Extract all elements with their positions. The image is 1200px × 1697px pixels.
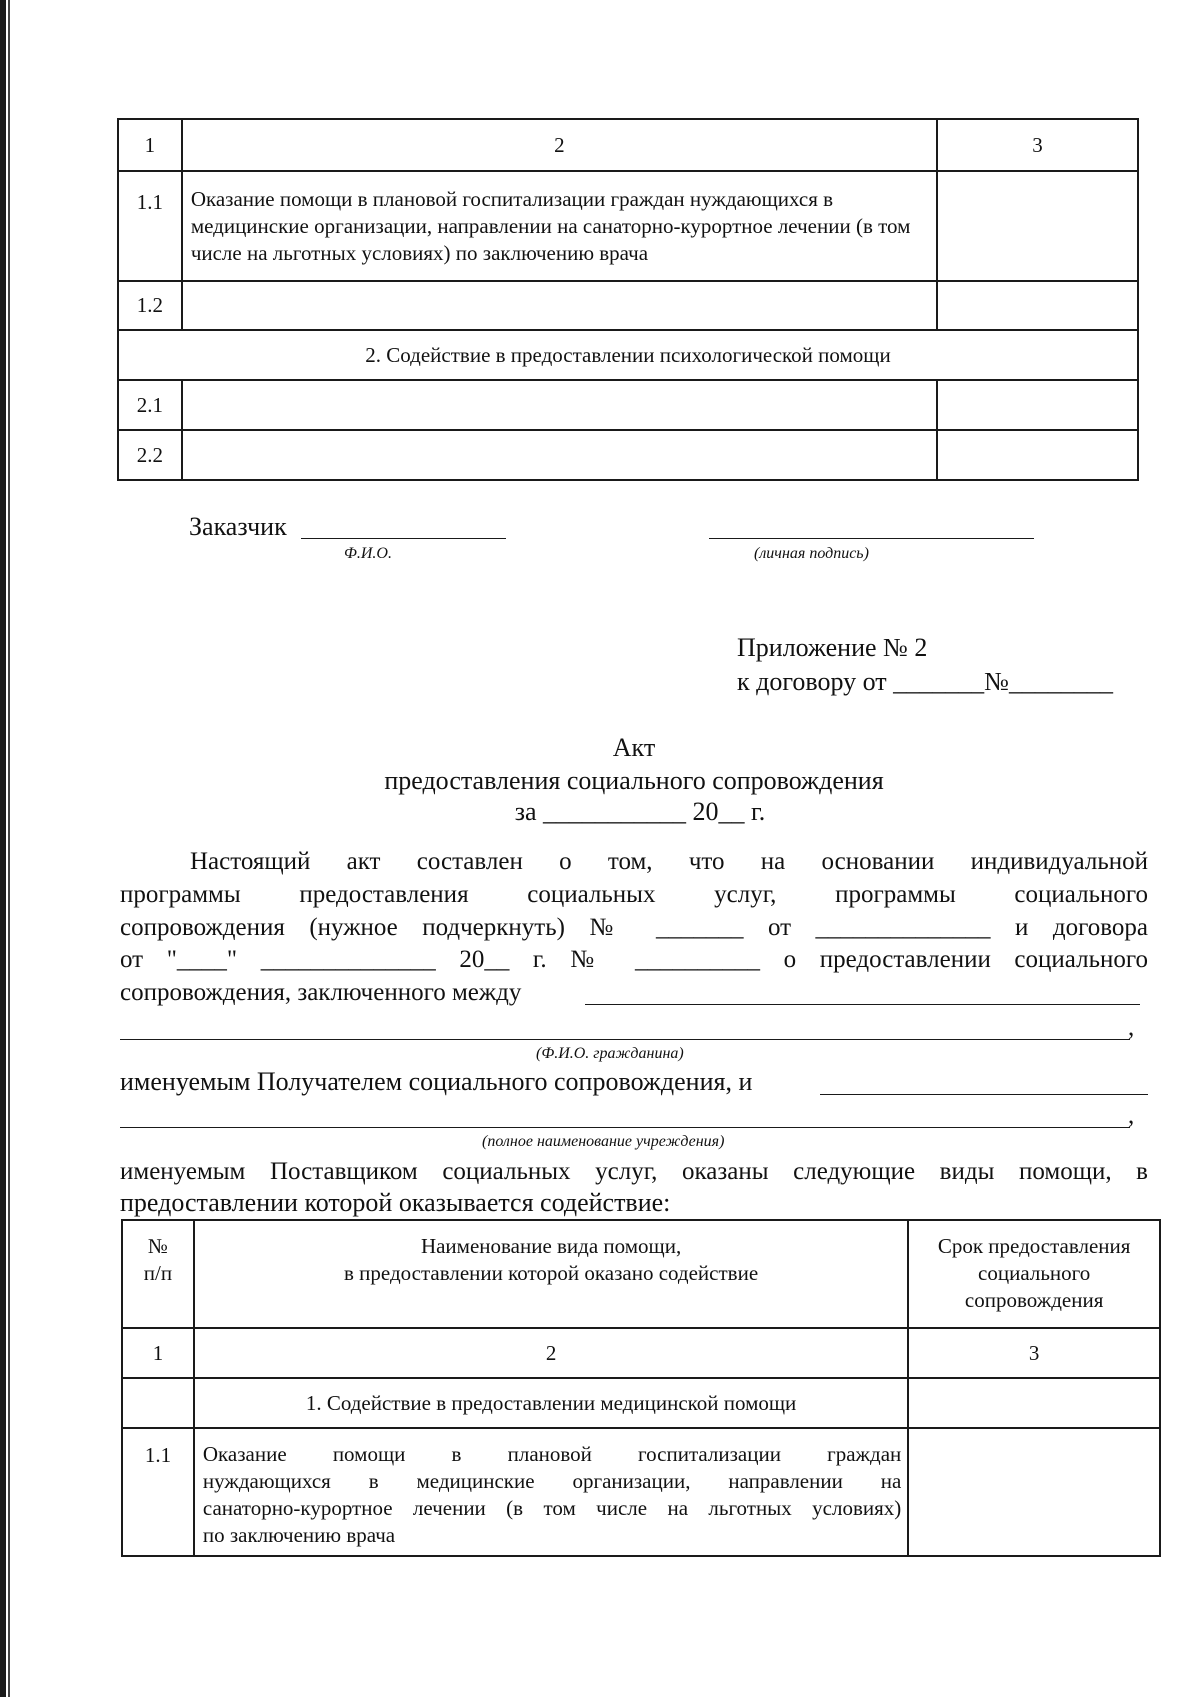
body-line-2: программы предоставления социальных услуг, программы социального xyxy=(120,881,1148,908)
signature-line xyxy=(709,538,1034,539)
col-header-service-l1: Наименование вида помощи, xyxy=(420,1234,682,1258)
col-header-3: 3 xyxy=(937,119,1138,171)
appendix-title: Приложение № 2 xyxy=(737,633,928,662)
row-service-text xyxy=(182,380,937,430)
act-title: Акт xyxy=(612,733,656,762)
act-period: за ___________ 20__ г. xyxy=(514,797,766,826)
row-service-line: нуждающихся в медицинские организации, направлении на xyxy=(202,1469,902,1493)
table-row xyxy=(118,430,1138,480)
table-row xyxy=(118,171,1138,281)
table-index-row xyxy=(122,1328,1160,1378)
section-row xyxy=(118,330,1138,380)
section-empty-cell xyxy=(122,1378,194,1428)
institution-line-comma: , xyxy=(1128,1102,1135,1129)
col-header-number xyxy=(122,1220,194,1328)
services-table-top xyxy=(117,118,1139,481)
row-service-text xyxy=(194,1428,908,1556)
table-header-row xyxy=(122,1220,1160,1328)
row-service-line: санаторно-курортное лечении (в том числе на льготных условиях) xyxy=(202,1496,902,1520)
row-service-text xyxy=(182,430,937,480)
row-term-cell xyxy=(937,380,1138,430)
recipient-line: именуемым Получателем социального сопровождения, и xyxy=(120,1067,753,1096)
citizen-line-comma: , xyxy=(1128,1014,1135,1041)
row-term-cell xyxy=(908,1428,1160,1556)
section-term-cell xyxy=(908,1378,1160,1428)
table-header-row xyxy=(118,119,1138,171)
table-row xyxy=(118,281,1138,330)
table-row xyxy=(122,1428,1160,1556)
row-number: 1.1 xyxy=(118,171,182,281)
act-subtitle: предоставления социального сопровождения xyxy=(384,766,884,795)
fio-caption: Ф.И.О. xyxy=(344,545,392,562)
row-service-line: по заключению врача xyxy=(202,1523,396,1547)
row-service-line: Оказание помощи в плановой госпитализации граждан xyxy=(202,1442,902,1466)
customer-label: Заказчик xyxy=(189,512,287,541)
services-act-table xyxy=(121,1219,1161,1557)
col-header-2: 2 xyxy=(182,119,937,171)
row-term-cell xyxy=(937,430,1138,480)
col-header-term-l3: сопровождения xyxy=(964,1288,1104,1312)
body-line-5: сопровождения, заключенного между xyxy=(120,979,522,1006)
institution-caption: (полное наименование учреждения) xyxy=(482,1133,725,1150)
body-line-3: сопровождения (нужное подчеркнуть) № _______ от ______________ и договора xyxy=(120,914,1148,941)
citizen-caption: (Ф.И.О. гражданина) xyxy=(536,1045,684,1062)
appendix-contract-line: к договору от _______№________ xyxy=(737,667,1113,696)
col-header-term xyxy=(908,1220,1160,1328)
row-number: 1.1 xyxy=(122,1428,194,1556)
row-term-cell xyxy=(937,281,1138,330)
row-number: 2.2 xyxy=(118,430,182,480)
section-row xyxy=(122,1378,1160,1428)
row-number: 2.1 xyxy=(118,380,182,430)
section-title: 2. Содействие в предоставлении психологической помощи xyxy=(118,330,1138,380)
col-header-1: 1 xyxy=(118,119,182,171)
col-header-service-l2: в предоставлении которой оказано содействие xyxy=(344,1261,759,1285)
col-header-term-l2: социального xyxy=(978,1261,1091,1285)
fio-line xyxy=(301,538,506,539)
col-header-term-l1: Срок предоставления xyxy=(937,1234,1131,1258)
scan-edge-inner xyxy=(8,0,10,1697)
row-service-text xyxy=(182,281,937,330)
row-service-text: Оказание помощи в плановой госпитализации граждан нуждающихся в медицинские организации, направлении на санаторно-курортное лечении (в том числе на льготных условиях) по заключению врача xyxy=(182,171,937,281)
row-term-cell xyxy=(937,171,1138,281)
row-number: 1.2 xyxy=(118,281,182,330)
signature-caption: (личная подпись) xyxy=(754,545,869,562)
index-cell-2: 2 xyxy=(194,1328,908,1378)
index-cell-3: 3 xyxy=(908,1328,1160,1378)
provider-line-1: именуемым Поставщиком социальных услуг, оказаны следующие виды помощи, в xyxy=(120,1158,1148,1185)
section-title: 1. Содействие в предоставлении медицинской помощи xyxy=(194,1378,908,1428)
institution-name-line xyxy=(120,1127,1130,1128)
col-header-number-abbr: п/п xyxy=(143,1261,173,1285)
scan-edge xyxy=(0,0,6,1697)
col-header-number-sign: № xyxy=(147,1234,168,1258)
body-line-4: от "____" ______________ 20__ г. № __________ о предоставлении социального xyxy=(120,946,1148,973)
institution-line-start xyxy=(820,1094,1148,1095)
body-line-1: Настоящий акт составлен о том, что на основании индивидуальной xyxy=(190,848,1148,875)
provider-line-2: предоставлении которой оказывается содействие: xyxy=(120,1188,671,1217)
between-line xyxy=(585,1004,1140,1005)
col-header-service xyxy=(194,1220,908,1328)
table-row xyxy=(118,380,1138,430)
index-cell-1: 1 xyxy=(122,1328,194,1378)
citizen-name-line xyxy=(120,1039,1130,1040)
